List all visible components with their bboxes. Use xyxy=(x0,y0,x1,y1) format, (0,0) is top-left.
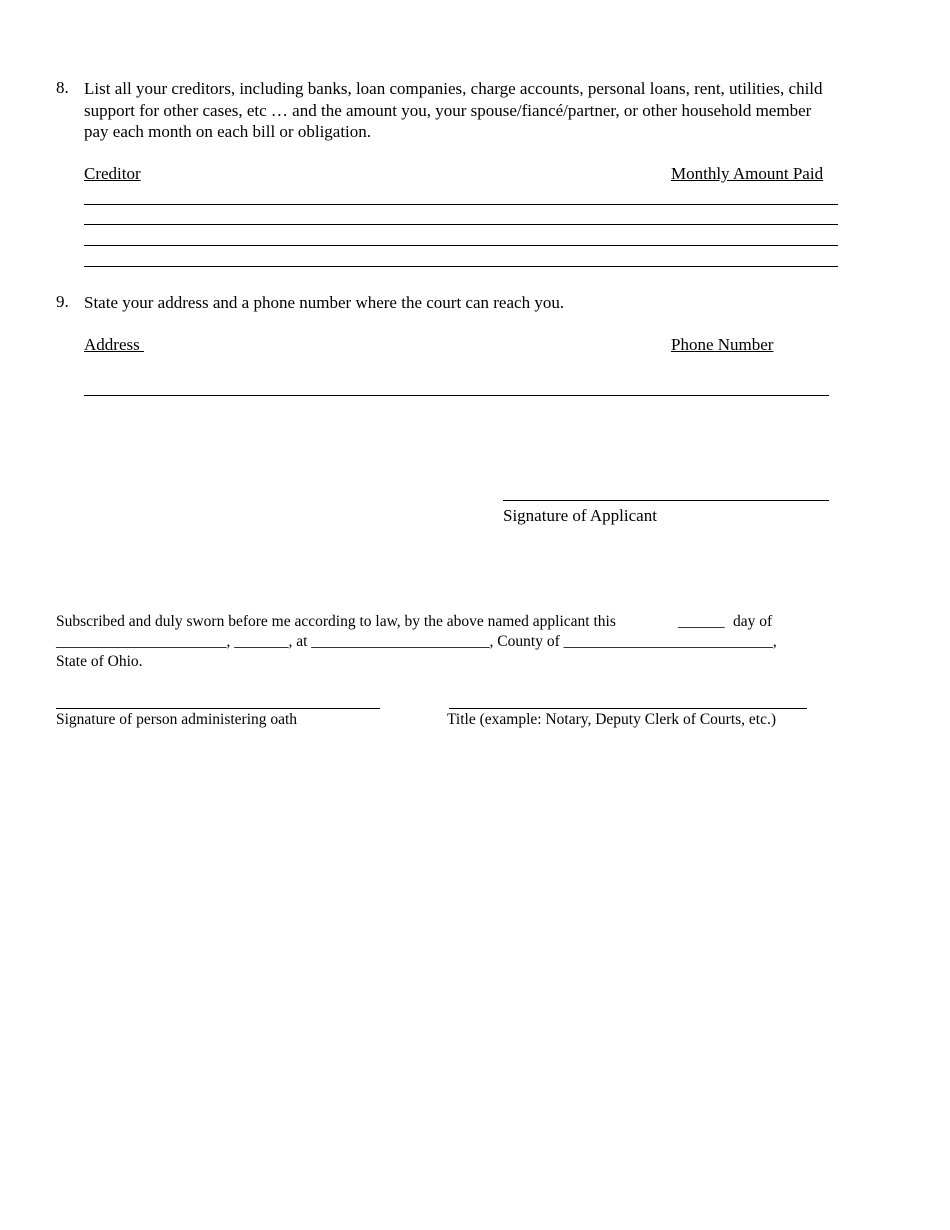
phone-number-column-header: Phone Number xyxy=(671,335,774,354)
applicant-signature-label: Signature of Applicant xyxy=(503,506,657,525)
oath-line-3: State of Ohio. xyxy=(56,653,143,670)
question-8-line-1: List all your creditors, including banks, loan companies, charge accounts, personal loans, rent, utilities, child xyxy=(84,79,823,98)
creditor-column-header: Creditor xyxy=(84,164,141,183)
creditor-entry-line-4[interactable] xyxy=(84,266,838,267)
oath-line-1-end: day of xyxy=(733,613,773,630)
question-8-number: 8. xyxy=(56,78,69,97)
question-8-line-2: support for other cases, etc … and the amount you, your spouse/fiancé/partner, or other household member xyxy=(84,100,812,120)
question-8-line-3: pay each month on each bill or obligation. xyxy=(84,122,372,141)
oath-administrator-title-line[interactable] xyxy=(449,708,807,709)
oath-administrator-signature-line[interactable] xyxy=(56,708,380,709)
address-column-header: Address xyxy=(84,335,144,354)
creditor-entry-line-3[interactable] xyxy=(84,245,838,246)
applicant-signature-line[interactable] xyxy=(503,500,829,501)
question-9-text: State your address and a phone number where the court can reach you. xyxy=(84,293,565,312)
creditor-entry-line-2[interactable] xyxy=(84,224,838,225)
oath-administrator-title-label: Title (example: Notary, Deputy Clerk of Courts, etc.) xyxy=(447,711,777,728)
oath-line-1-start: Subscribed and duly sworn before me according to law, by the above named applicant this xyxy=(56,613,616,630)
creditor-entry-line-1[interactable] xyxy=(84,204,838,205)
oath-day-blank[interactable]: ______ xyxy=(678,613,725,630)
monthly-amount-column-header: Monthly Amount Paid xyxy=(671,164,824,183)
oath-administrator-signature-label: Signature of person administering oath xyxy=(56,711,298,728)
address-phone-entry-line[interactable] xyxy=(84,395,829,396)
oath-line-2-blanks[interactable]: ______________________, _______, at _______________________, County of ___________________________, xyxy=(56,633,777,650)
question-9-number: 9. xyxy=(56,292,69,311)
